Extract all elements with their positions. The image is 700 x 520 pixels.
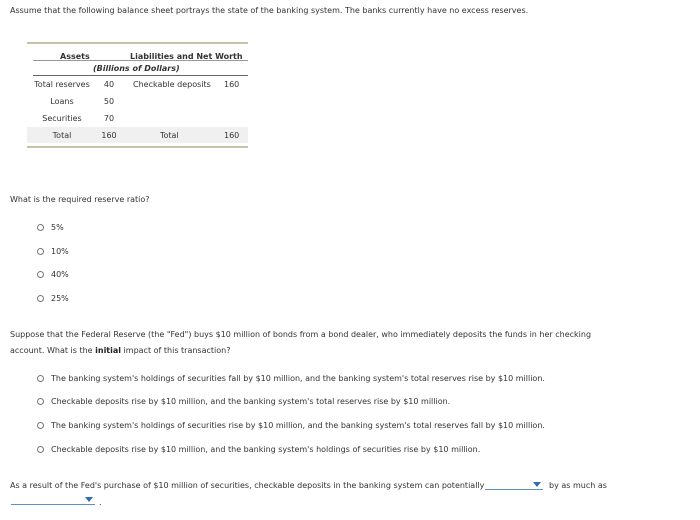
liability-name: Checkable deposits: [133, 80, 211, 89]
option-label: 5%: [51, 223, 64, 232]
option-label: 25%: [51, 294, 69, 303]
q1-option-40[interactable]: [37, 270, 69, 279]
q3-text-mid: by as much as: [549, 481, 607, 490]
q3-text-end: .: [99, 498, 102, 507]
liabilities-header: Liabilities and Net Worth: [130, 52, 243, 61]
units-row: [33, 60, 248, 76]
radio-button[interactable]: [37, 398, 44, 405]
option-label: The banking system's holdings of securities rise by $10 million, and the banking system's total reserves fall by $10 million.: [51, 421, 545, 430]
option-label: Checkable deposits rise by $10 million, and the banking system's total reserves rise by $10 million.: [51, 397, 451, 406]
option-label: 40%: [51, 270, 69, 279]
option-label: 10%: [51, 247, 69, 256]
q2-text-post: impact of this transaction?: [121, 346, 231, 355]
q3-dropdown-direction[interactable]: [485, 480, 543, 490]
q3-text-pre: As a result of the Fed's purchase of $10 million of securities, checkable deposits in the banking system can potentially: [10, 481, 485, 490]
liability-value: 160: [224, 80, 240, 89]
radio-button[interactable]: [37, 375, 44, 382]
asset-total-value: 160: [101, 131, 117, 140]
asset-value: 50: [103, 97, 115, 106]
q3-dropdown-amount[interactable]: [11, 495, 95, 505]
q1-option-25[interactable]: [37, 294, 69, 303]
option-label: The banking system's holdings of securities fall by $10 million, and the banking system's total reserves rise by $10 million.: [51, 374, 545, 383]
balance-sheet: [27, 42, 248, 148]
q2-question-line2: [10, 346, 230, 355]
table-row: [27, 76, 248, 93]
asset-total-label: Total: [52, 131, 72, 140]
radio-button[interactable]: [37, 295, 44, 302]
asset-name: Total reserves: [34, 80, 90, 89]
table-bottom-rule: [27, 146, 248, 148]
radio-button[interactable]: [37, 446, 44, 453]
q1-option-5[interactable]: [37, 223, 64, 232]
asset-value: 40: [103, 80, 115, 89]
total-row: [27, 127, 248, 143]
table-row: [27, 110, 248, 127]
intro-text: Assume that the following balance sheet portrays the state of the banking system. The banks currently have no excess reserves.: [10, 6, 529, 15]
q2-question-line1: Suppose that the Federal Reserve (the "Fed") buys $10 million of bonds from a bond dealer, who immediately deposits the funds in her checking: [10, 330, 592, 339]
q1-question: What is the required reserve ratio?: [10, 195, 150, 204]
units-label: (Billions of Dollars): [93, 64, 180, 73]
table-row: [27, 93, 248, 110]
q2-option-3[interactable]: [37, 421, 545, 430]
asset-name: Securities: [42, 114, 82, 123]
q2-option-4[interactable]: [37, 445, 480, 454]
option-label: Checkable deposits rise by $10 million, and the banking system's holdings of securities rise by $10 million.: [51, 445, 481, 454]
radio-button[interactable]: [37, 271, 44, 278]
asset-value: 70: [103, 114, 115, 123]
radio-button[interactable]: [37, 224, 44, 231]
assets-header: Assets: [60, 52, 90, 61]
liability-total-label: Total: [160, 131, 179, 140]
q2-option-1[interactable]: [37, 374, 545, 383]
q2-text-bold: initial: [95, 346, 122, 355]
q2-option-2[interactable]: [37, 397, 450, 406]
radio-button[interactable]: [37, 422, 44, 429]
radio-button[interactable]: [37, 248, 44, 255]
q1-option-10[interactable]: [37, 247, 69, 256]
asset-name: Loans: [50, 97, 74, 106]
q2-text-pre: account. What is the: [10, 346, 96, 355]
chevron-down-icon[interactable]: [533, 482, 541, 487]
liability-total-value: 160: [224, 131, 240, 140]
chevron-down-icon[interactable]: [85, 497, 93, 502]
table-header: [27, 44, 248, 60]
